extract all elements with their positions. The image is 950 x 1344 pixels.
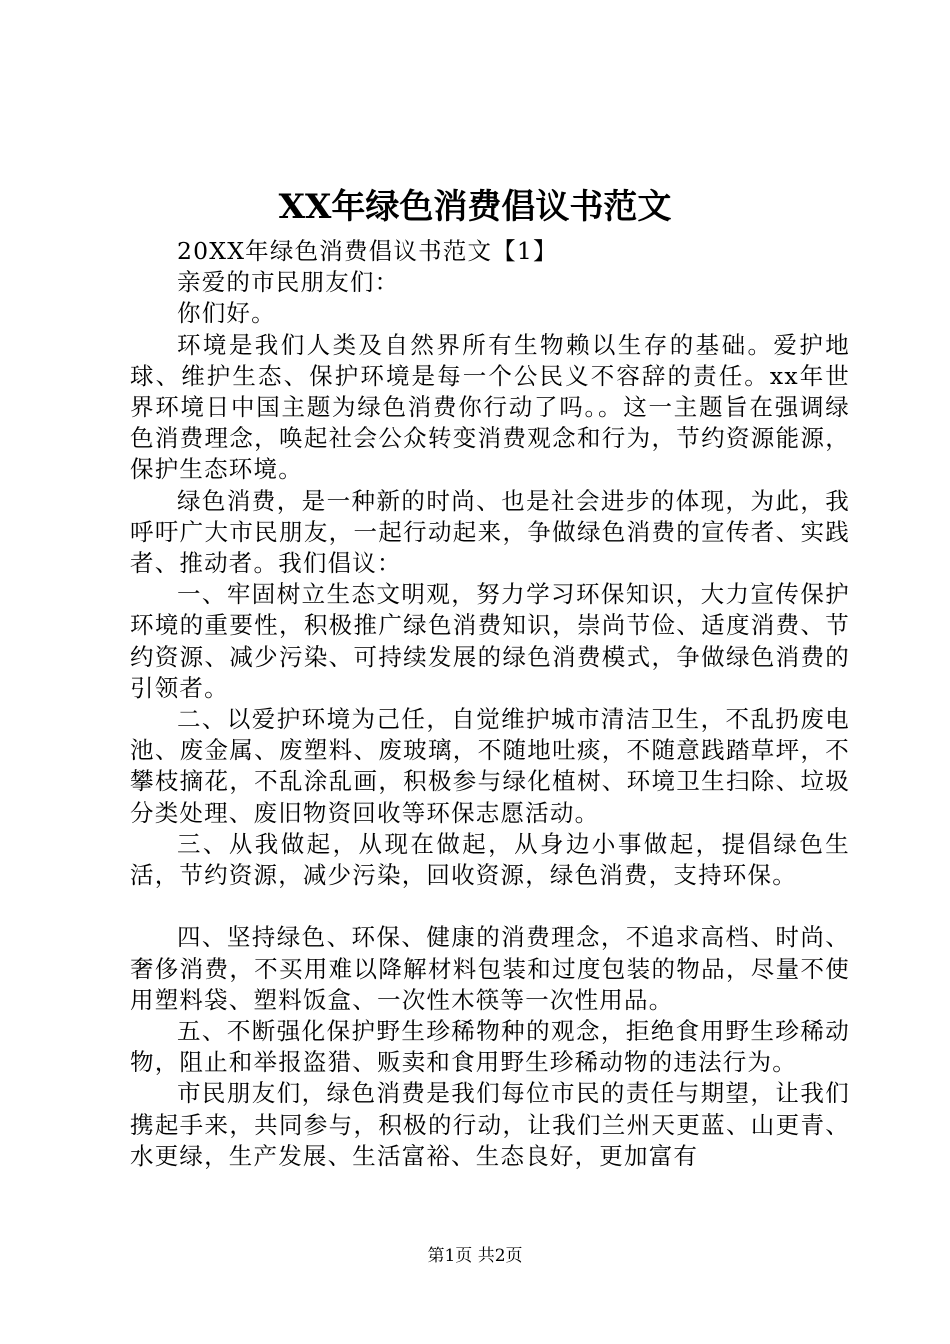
document-body [130, 236, 850, 1172]
paragraph-call: 绿色消费，是一种新的时尚、也是社会进步的体现，为此，我呼吁广大市民朋友，一起行动起来，争做绿色消费的宣传者、实践者、推动者。我们倡议： [130, 486, 850, 578]
paragraph-proposal-5: 五、不断强化保护野生珍稀物种的观念，拒绝食用野生珍稀动物，阻止和举报盗猎、贩卖和食用野生珍稀动物的违法行为。 [130, 1017, 850, 1077]
document-title: XX年绿色消费倡议书范文 [278, 187, 672, 227]
paragraph-greeting: 你们好。 [177, 299, 276, 328]
page-number-footer: 第1页 共2页 [427, 1246, 523, 1266]
paragraph-proposal-3: 三、从我做起，从现在做起，从身边小事做起，提倡绿色生活，节约资源，减少污染，回收资源，绿色消费，支持环保。 [130, 829, 850, 890]
paragraph-intro: 环境是我们人类及自然界所有生物赖以生存的基础。爱护地球、维护生态、保护环境是每一个公民义不容辞的责任。xx年世界环境日中国主题为绿色消费你行动了吗。。这一主题旨在强调绿色消费理念，唤起社会公众转变消费观念和行为，节约资源能源，保护生态环境。 [130, 330, 850, 484]
paragraph-proposal-1: 一、牢固树立生态文明观，努力学习环保知识，大力宣传保护环境的重要性，积极推广绿色消费知识，崇尚节俭、适度消费、节约资源、减少污染、可持续发展的绿色消费模式，争做绿色消费的引领者。 [130, 580, 850, 702]
paragraph-salutation: 亲爱的市民朋友们： [177, 268, 400, 297]
paragraph-closing: 市民朋友们，绿色消费是我们每位市民的责任与期望，让我们携起手来，共同参与，积极的行动，让我们兰州天更蓝、山更青、水更绿，生产发展、生活富裕、生态良好，更加富有 [130, 1079, 850, 1170]
paragraph-proposal-2: 二、以爱护环境为己任，自觉维护城市清洁卫生，不乱扔废电池、废金属、废塑料、废玻璃，不随地吐痰，不随意践踏草坪，不攀枝摘花，不乱涂乱画，积极参与绿化植树、环境卫生扫除、垃圾分类处理、废旧物资回收等环保志愿活动。 [130, 705, 850, 827]
paragraph-blank [130, 891, 850, 922]
paragraph-proposal-4: 四、坚持绿色、环保、健康的消费理念，不追求高档、时尚、奢侈消费，不买用难以降解材料包装和过度包装的物品，尽量不使用塑料袋、塑料饭盒、一次性木筷等一次性用品。 [130, 923, 850, 1014]
paragraph-heading: 20XX年绿色消费倡议书范文【1】 [177, 237, 558, 265]
